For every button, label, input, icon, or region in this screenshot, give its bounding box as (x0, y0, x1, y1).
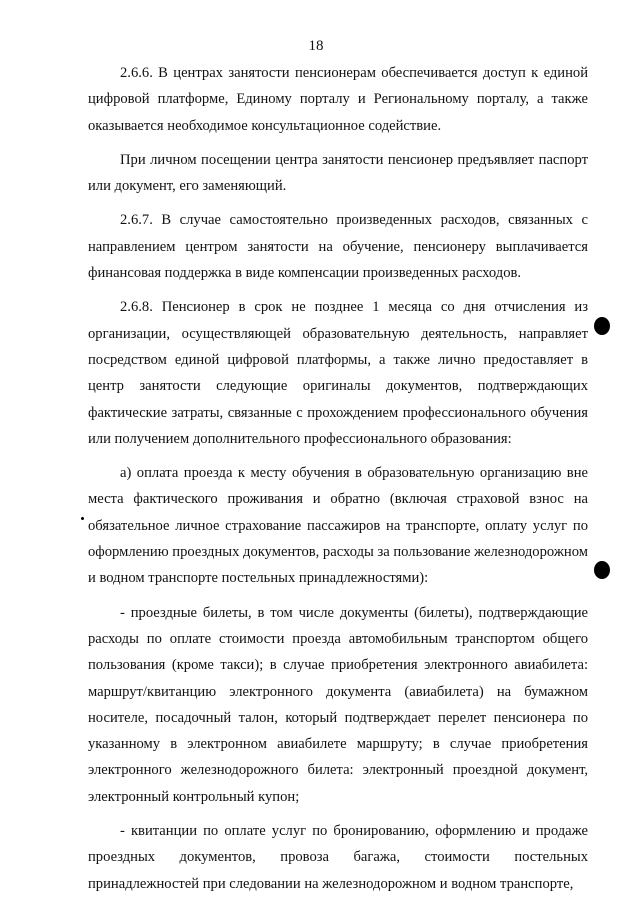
document-body (88, 60, 588, 905)
paragraph-item-a: а) оплата проезда к месту обучения в образовательную организацию вне места фактического проживания и обратно (включая страховой взнос на обязательное личное страхование пассажиров на транспорте, оплату услуг по оформлению проездных документов, расходы за пользование железнодорожном и водном транспорте постельных принадлежностями): (88, 465, 588, 587)
ink-speck (81, 517, 84, 520)
paragraph-2-6-6: 2.6.6. В центрах занятости пенсионерам обеспечивается доступ к единой цифровой платформе, Единому порталу и Региональному порталу, а также оказывается необходимое консультационное содействие. (88, 65, 588, 134)
paragraph-2-6-7: 2.6.7. В случае самостоятельно произведенных расходов, связанных с направлением центром занятости на обучение, пенсионеру выплачивается финансовая поддержка в виде компенсации произведенных расходов. (88, 212, 588, 282)
paragraph-tickets: - проездные билеты, в том числе документы (билеты), подтверждающие расходы по оплате стоимости проезда автомобильным транспортом общего пользования (кроме такси); в случае приобретения электронного авиабилета: маршрут/квитанцию электронного документа (авиабилета) на бумажном носителе, посадочный талон, который подтверждает перелет пенсионера по указанному в электронном авиабилете маршруту; в случае приобретения электронного железнодорожного билета: электронный проездной документ, электронный контрольный купон; (88, 604, 588, 805)
paragraph-receipts: - квитанции по оплате услуг по бронированию, оформлению и продаже проездных документов, провоза багажа, стоимости постельных принадлежностей при следовании на железнодорожном и водном транспорте, (88, 823, 588, 892)
paragraph-passport: При личном посещении центра занятости пенсионер предъявляет паспорт или документ, его заменяющий. (88, 151, 588, 195)
punch-hole-mark (594, 317, 610, 335)
paragraph-2-6-8: 2.6.8. Пенсионер в срок не позднее 1 месяца со дня отчисления из организации, осуществляющей образовательную деятельность, направляет посредством единой цифровой платформы, а также лично предоставляет в центр занятости следующие оригиналы документов, подтверждающих фактические затраты, связанные с прохождением профессионального обучения или получением дополнительного профессионального образования: (88, 299, 588, 447)
punch-hole-mark (594, 561, 610, 579)
page-number: 18 (308, 38, 324, 54)
